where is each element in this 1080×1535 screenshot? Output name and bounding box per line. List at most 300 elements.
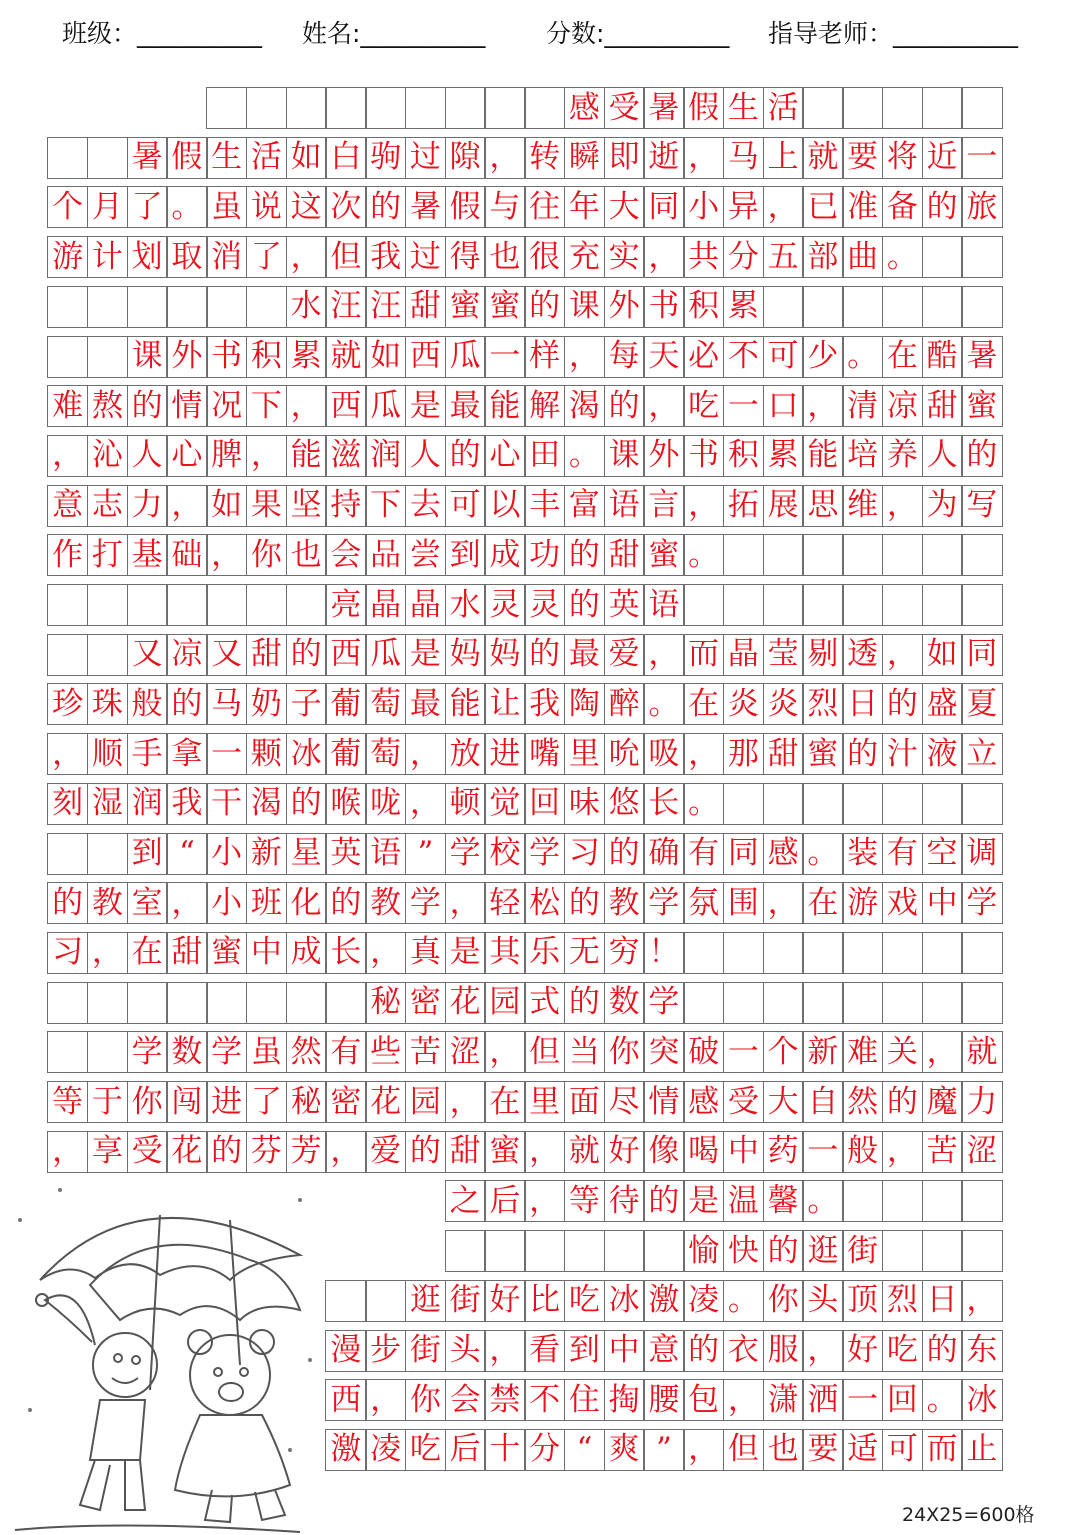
grid-cell: 闯 [166,1081,207,1123]
grid-cell: 新 [246,833,287,875]
grid-cell: 学 [405,882,446,924]
grid-cell: 个 [763,1031,804,1073]
grid-cell: 能 [445,683,486,725]
grid-cell [882,783,923,825]
grid-cell: 化 [286,882,327,924]
grid-cell [87,286,128,328]
grid-cell: 活 [246,137,287,179]
grid-cell: ， [524,1131,565,1173]
grid-cell: 蜜 [484,1131,525,1173]
grid-cell: 小 [683,186,724,228]
grid-cell: 累 [286,336,327,378]
grid-cell: 干 [206,783,247,825]
grid-cell: 学 [445,833,486,875]
grid-cell: 积 [683,286,724,328]
grid-cell: ， [405,733,446,775]
grid-cell: 蜜 [206,932,247,974]
grid-cell: 轻 [484,882,525,924]
grid-cell: 尽 [604,1081,645,1123]
grid-cell: 这 [286,186,327,228]
grid-cell [87,584,128,626]
grid-cell: 课 [604,435,645,477]
grid-cell: 瞬 [564,137,605,179]
grid-cell: 汁 [882,733,923,775]
grid-cell: 作 [47,534,88,576]
grid-cell: 小 [206,882,247,924]
grid-cell: 又 [206,634,247,676]
grid-cell: 般 [127,683,168,725]
grid-cell: 喝 [683,1131,724,1173]
grid-cell: 奶 [246,683,287,725]
grid-cell [842,783,883,825]
grid-cell: ， [524,1180,565,1222]
grid-cell: 然 [286,1031,327,1073]
grid-cell: 难 [842,1031,883,1073]
grid-cell [922,1180,963,1222]
grid-cell: 蜜 [445,286,486,328]
grid-cell [842,584,883,626]
grid-cell: 最 [405,683,446,725]
grid-cell [87,137,128,179]
grid-cell: 往 [524,186,565,228]
grid-cell: 小 [206,833,247,875]
grid-cell [842,982,883,1024]
grid-cell: ， [484,1330,525,1372]
grid-cell: 进 [206,1081,247,1123]
grid-cell: 妈 [445,634,486,676]
grid-cell [206,286,247,328]
grid-cell: 在 [127,932,168,974]
grid-cell: 的 [365,186,406,228]
grid-cell: 蜜 [961,385,1002,427]
grid-cell: 即 [604,137,645,179]
grid-cell: 分 [524,1429,565,1471]
grid-cell [922,87,963,129]
grid-cell: 的 [842,733,883,775]
grid-cell: ， [166,882,207,924]
grid-row [47,634,1003,676]
grid-cell: 渴 [564,385,605,427]
grid-cell: 到 [445,534,486,576]
grid-cell: 意 [47,485,88,527]
grid-cell: 口 [763,385,804,427]
grid-cell: 可 [882,1429,923,1471]
grid-cell: 言 [643,485,684,527]
grid-cell: 的 [127,385,168,427]
grid-cell: 会 [445,1379,486,1421]
grid-cell: 看 [524,1330,565,1372]
grid-cell [961,783,1002,825]
grid-cell: 活 [763,87,804,129]
grid-cell: 的 [405,1131,446,1173]
grid-cell [961,286,1002,328]
grid-cell: 密 [405,982,446,1024]
grid-cell: 数 [166,1031,207,1073]
grid-cell: 凌 [365,1429,406,1471]
grid-cell: 芳 [286,1131,327,1173]
grid-cell: 同 [961,634,1002,676]
grid-cell: 大 [763,1081,804,1123]
grid-cell [246,584,287,626]
grid-cell: 品 [365,534,406,576]
grid-cell: 同 [723,833,764,875]
grid-cell: 累 [723,286,764,328]
grid-cell: 我 [365,236,406,278]
grid-cell: ， [763,186,804,228]
grid-cell [127,584,168,626]
grid-cell: 得 [445,236,486,278]
grid-cell: ， [683,1429,724,1471]
grid-cell: 亮 [325,584,366,626]
grid-cell [484,87,525,129]
grid-cell: 调 [961,833,1002,875]
grid-cell: 英 [325,833,366,875]
grid-cell: 松 [524,882,565,924]
grid-cell [763,982,804,1024]
grid-cell: 转 [524,137,565,179]
grid-cell: 头 [445,1330,486,1372]
grid-cell: 人 [405,435,446,477]
grid-cell: 学 [961,882,1002,924]
grid-cell: 隙 [445,137,486,179]
class-field[interactable]: 班级：__________ [62,19,263,48]
grid-cell: 空 [922,833,963,875]
grid-cell [127,286,168,328]
grid-cell: 围 [723,882,764,924]
grid-cell: 花 [166,1131,207,1173]
grid-cell: 的 [604,385,645,427]
grid-cell: 消 [206,236,247,278]
grid-cell [445,87,486,129]
grid-cell [961,534,1002,576]
grid-cell: 也 [763,1429,804,1471]
grid-cell: 虽 [246,1031,287,1073]
grid-cell [286,584,327,626]
grid-cell: 取 [166,236,207,278]
grid-cell: ， [961,1280,1002,1322]
grid-cell: 础 [166,534,207,576]
grid-cell: 禁 [484,1379,525,1421]
grid-cell: 天 [643,336,684,378]
grid-cell: 生 [723,87,764,129]
grid-cell [922,236,963,278]
grid-cell: 酷 [922,336,963,378]
grid-cell: 但 [723,1429,764,1471]
grid-cell: 甜 [246,634,287,676]
umbrella-kids-illustration [0,1160,330,1535]
grid-cell: 一 [842,1379,883,1421]
grid-cell: 。 [922,1379,963,1421]
grid-cell [47,286,88,328]
grid-cell: 潇 [763,1379,804,1421]
grid-row [325,1379,1002,1421]
grid-cell: 解 [524,385,565,427]
grid-row [47,137,1003,179]
grid-cell: 成 [286,932,327,974]
grid-cell: 盛 [922,683,963,725]
grid-cell: 好 [842,1330,883,1372]
grid-cell: 洒 [802,1379,843,1421]
grid-cell: 驹 [365,137,406,179]
grid-cell [882,1230,923,1272]
grid-cell [206,584,247,626]
grid-cell [723,584,764,626]
grid-cell: 的 [206,1131,247,1173]
grid-cell: 如 [922,634,963,676]
grid-cell: 是 [405,385,446,427]
grid-cell [922,286,963,328]
grid-cell: ， [643,385,684,427]
grid-cell [882,982,923,1024]
grid-cell: 了 [127,186,168,228]
grid-cell: 。 [882,236,923,278]
grid-cell [961,1230,1002,1272]
grid-cell: ， [683,733,724,775]
grid-cell: 瓜 [445,336,486,378]
grid-cell [961,932,1002,974]
grid-cell: 力 [961,1081,1002,1123]
grid-cell: 悠 [604,783,645,825]
grid-cell [127,982,168,1024]
grid-cell: ， [484,137,525,179]
grid-cell: 享 [87,1131,128,1173]
grid-cell [524,1230,565,1272]
grid-cell: 有 [683,833,724,875]
grid-cell [325,1280,366,1322]
grid-cell: 爱 [604,634,645,676]
grid-cell: 魔 [922,1081,963,1123]
grid-cell: 一 [484,336,525,378]
grid-cell [166,584,207,626]
grid-cell: 顿 [445,783,486,825]
grid-cell: 就 [802,137,843,179]
grid-cell: 萄 [365,733,406,775]
grid-cell [922,584,963,626]
grid-cell: 也 [484,236,525,278]
grid-cell: 教 [87,882,128,924]
grid-cell: ， [445,882,486,924]
grid-cell: 就 [564,1131,605,1173]
grid-cell: 过 [405,236,446,278]
grid-cell: 凉 [882,385,923,427]
grid-cell: 珠 [87,683,128,725]
grid-cell: 止 [961,1429,1002,1471]
grid-row [47,584,1003,626]
grid-cell [87,1031,128,1073]
grid-cell: 的 [564,534,605,576]
grid-cell: 觉 [484,783,525,825]
grid-cell: 葡 [325,733,366,775]
grid-cell: 腰 [643,1379,684,1421]
grid-row [47,982,1003,1024]
grid-cell: 秘 [365,982,406,1024]
grid-cell: 。 [643,683,684,725]
grid-cell: 珍 [47,683,88,725]
grid-cell: ， [325,1131,366,1173]
grid-cell [842,286,883,328]
grid-cell: ， [643,634,684,676]
grid-cell: 回 [524,783,565,825]
grid-cell: 下 [365,485,406,527]
grid-row [47,385,1003,427]
grid-cell: 回 [882,1379,923,1421]
grid-cell: 白 [325,137,366,179]
grid-cell: 一 [723,1031,764,1073]
grid-row [47,236,1003,278]
grid-cell [166,286,207,328]
grid-cell [763,932,804,974]
grid-cell [723,783,764,825]
grid-cell: 清 [842,385,883,427]
grid-cell: 而 [922,1429,963,1471]
grid-cell: 准 [842,186,883,228]
grid-row [47,932,1003,974]
grid-row [47,186,1003,228]
grid-cell: 学 [643,882,684,924]
grid-cell: 咙 [365,783,406,825]
grid-cell: 顶 [842,1280,883,1322]
grid-cell: 烈 [882,1280,923,1322]
grid-cell: ， [922,1031,963,1073]
grid-cell: 到 [564,1330,605,1372]
grid-cell: 味 [564,783,605,825]
grid-cell [325,87,366,129]
grid-cell: 然 [842,1081,883,1123]
grid-cell [643,1230,684,1272]
grid-cell: 温 [723,1180,764,1222]
grid-cell: 如 [206,485,247,527]
grid-cell: 。 [683,534,724,576]
grid-cell: 受 [127,1131,168,1173]
grid-cell: 涩 [961,1131,1002,1173]
grid-cell: 我 [524,683,565,725]
grid-cell: 就 [961,1031,1002,1073]
grid-cell: 的 [286,634,327,676]
grid-cell: 沁 [87,435,128,477]
grid-cell: 以 [484,485,525,527]
grid-cell: ， [763,882,804,924]
grid-cell: 但 [325,236,366,278]
grid-count-label: 24X25=600格 [902,1504,1035,1526]
grid-cell [365,1280,406,1322]
grid-cell: 培 [842,435,883,477]
grid-cell: 湿 [87,783,128,825]
grid-cell: 氛 [683,882,724,924]
grid-cell: 次 [325,186,366,228]
grid-cell: 剔 [802,634,843,676]
grid-cell: 外 [643,435,684,477]
grid-cell: 。 [802,1180,843,1222]
grid-cell: 。 [564,435,605,477]
grid-cell: 确 [643,833,684,875]
grid-cell: 外 [166,336,207,378]
grid-cell [922,534,963,576]
grid-cell: 熬 [87,385,128,427]
grid-cell: 晶 [405,584,446,626]
grid-cell: 润 [365,435,406,477]
grid-cell: 又 [127,634,168,676]
grid-cell: 吃 [564,1280,605,1322]
grid-cell: 乐 [524,932,565,974]
grid-cell [922,783,963,825]
grid-cell: 游 [842,882,883,924]
grid-cell: 曲 [842,236,883,278]
grid-cell: 是 [405,634,446,676]
grid-cell: 学 [643,982,684,1024]
grid-cell: 成 [484,534,525,576]
grid-cell: 立 [961,733,1002,775]
grid-cell: 很 [524,236,565,278]
grid-cell: 难 [47,385,88,427]
name-field[interactable]: 姓名:__________ [302,19,486,48]
grid-cell: 能 [484,385,525,427]
grid-cell: ， [802,385,843,427]
grid-cell: 功 [524,534,565,576]
grid-cell: 自 [802,1081,843,1123]
grid-cell: ， [87,932,128,974]
grid-cell: 充 [564,236,605,278]
grid-cell: 教 [604,882,645,924]
grid-cell: 况 [206,385,247,427]
grid-cell: 涩 [445,1031,486,1073]
grid-cell: 之 [445,1180,486,1222]
grid-cell: 甜 [445,1131,486,1173]
grid-cell: ， [484,1031,525,1073]
grid-row [325,1330,1002,1372]
grid-cell [882,932,923,974]
grid-cell: ， [365,1379,406,1421]
grid-cell: 萄 [365,683,406,725]
grid-row [47,683,1003,725]
worksheet-header [0,0,1080,60]
grid-cell [325,982,366,1024]
grid-cell: 力 [127,485,168,527]
grid-cell [961,236,1002,278]
grid-cell: 里 [564,733,605,775]
grid-cell [802,932,843,974]
grid-cell: 甜 [405,286,446,328]
grid-cell [47,982,88,1024]
grid-cell [683,982,724,1024]
grid-cell: 让 [484,683,525,725]
grid-row [206,87,1003,129]
grid-cell: 炎 [763,683,804,725]
grid-cell: 嘴 [524,733,565,775]
grid-cell: 拓 [723,485,764,527]
score-field[interactable]: 分数:__________ [546,19,730,48]
grid-cell: 的 [564,982,605,1024]
grid-cell: 冰 [961,1379,1002,1421]
grid-cell: ， [683,485,724,527]
grid-cell: 的 [604,833,645,875]
grid-cell [405,87,446,129]
teacher-field[interactable]: 指导老师：__________ [768,19,1019,48]
grid-cell: 激 [325,1429,366,1471]
grid-cell: 突 [643,1031,684,1073]
grid-cell: 烈 [802,683,843,725]
grid-cell: 喉 [325,783,366,825]
grid-cell [206,982,247,1024]
grid-cell: 花 [445,982,486,1024]
grid-cell: 适 [842,1429,883,1471]
grid-cell: 教 [365,882,406,924]
grid-cell [47,833,88,875]
grid-cell: 吃 [882,1330,923,1372]
grid-cell: 的 [961,435,1002,477]
grid-cell [961,982,1002,1024]
grid-cell: 丰 [524,485,565,527]
grid-cell: 真 [405,932,446,974]
